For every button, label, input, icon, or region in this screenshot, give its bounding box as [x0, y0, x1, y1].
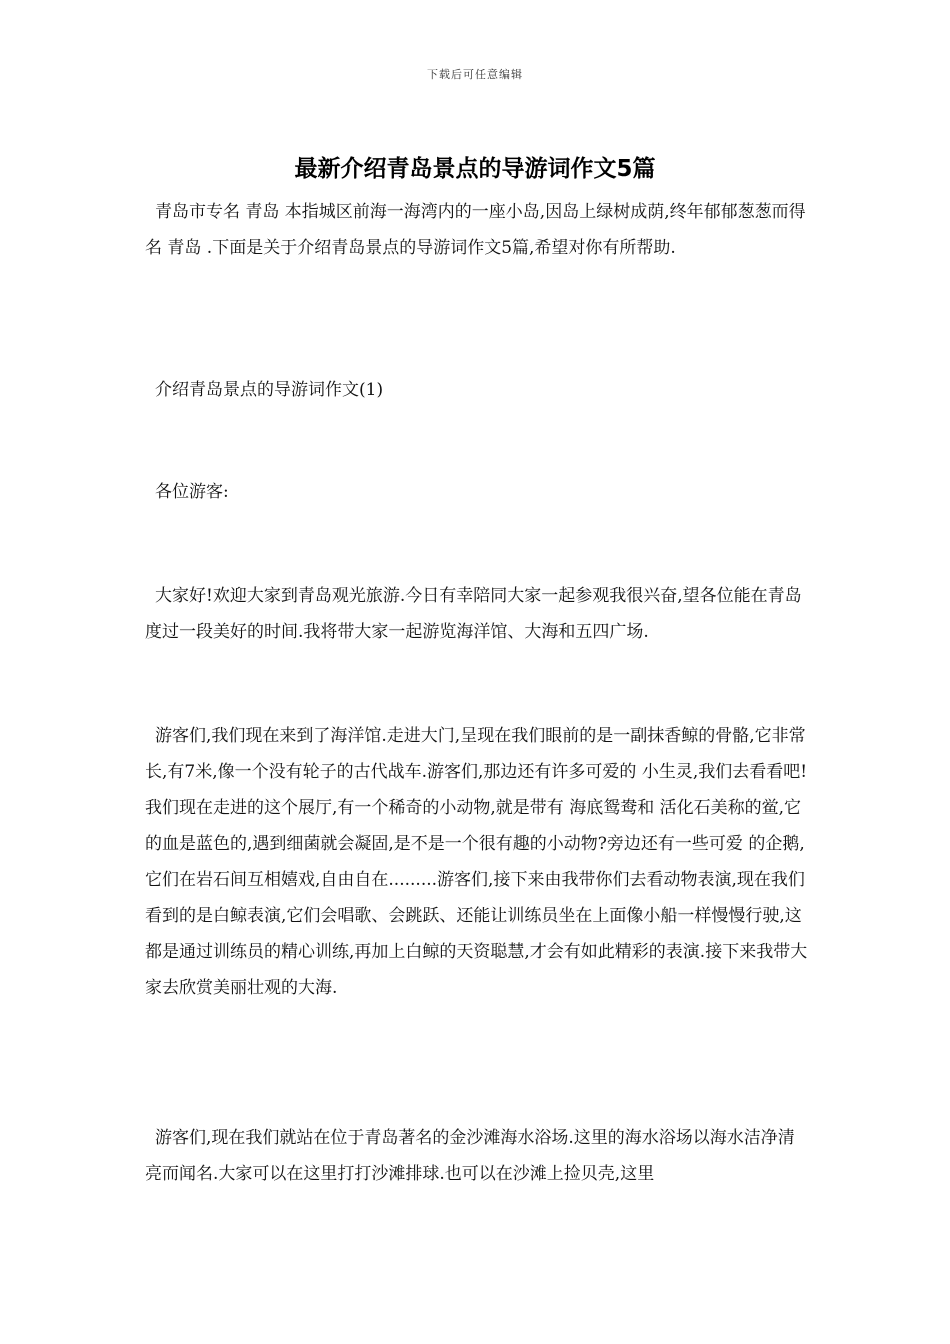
aquarium-paragraph: 游客们,我们现在来到了海洋馆.走进大门,呈现在我们眼前的是一副抹香鲸的骨骼,它非常长,有7米,像一个没有轮子的古代战车.游客们,那边还有许多可爱的 小生灵,我们去看看吧!我们现在走进的这个展厅,有一个稀奇的小动物,就是带有 海底鸳鸯和 活化石美称的鲎,它的血是蓝色的,遇到细菌就会凝固,是不是一个很有趣的小动物?旁边还有一些可爱 的企鹅,它们在岩石间互相嬉戏,自由自在.........游客们,接下来由我带你们去看动物表演,现在我们看到的是白鲸表演,它们会唱歌、会跳跃、还能让训练员坐在上面像小船一样慢慢行驶,这都是通过训练员的精心训练,再加上白鲸的天资聪慧,才会有如此精彩的表演.接下来我带大家去欣赏美丽壮观的大海. — [145, 726, 808, 998]
beach-paragraph: 游客们,现在我们就站在位于青岛著名的金沙滩海水浴场.这里的海水浴场以海水洁净清亮而闻名.大家可以在这里打打沙滩排球.也可以在沙滩上捡贝壳,这里 — [145, 1128, 795, 1184]
header-note: 下载后可任意编辑 — [427, 68, 523, 81]
intro-paragraph: 青岛市专名 青岛 本指城区前海一海湾内的一座小岛,因岛上绿树成荫,终年郁郁葱葱而得名 青岛 .下面是关于介绍青岛景点的导游词作文5篇,希望对你有所帮助. — [145, 202, 806, 258]
section-heading: 介绍青岛景点的导游词作文(1) — [155, 380, 384, 400]
greeting-paragraph: 各位游客: — [155, 482, 229, 502]
welcome-paragraph: 大家好!欢迎大家到青岛观光旅游.今日有幸陪同大家一起参观我很兴奋,望各位能在青岛度过一段美好的时间.我将带大家一起游览海洋馆、大海和五四广场. — [145, 586, 802, 642]
document-title: 最新介绍青岛景点的导游词作文5篇 — [294, 156, 656, 182]
